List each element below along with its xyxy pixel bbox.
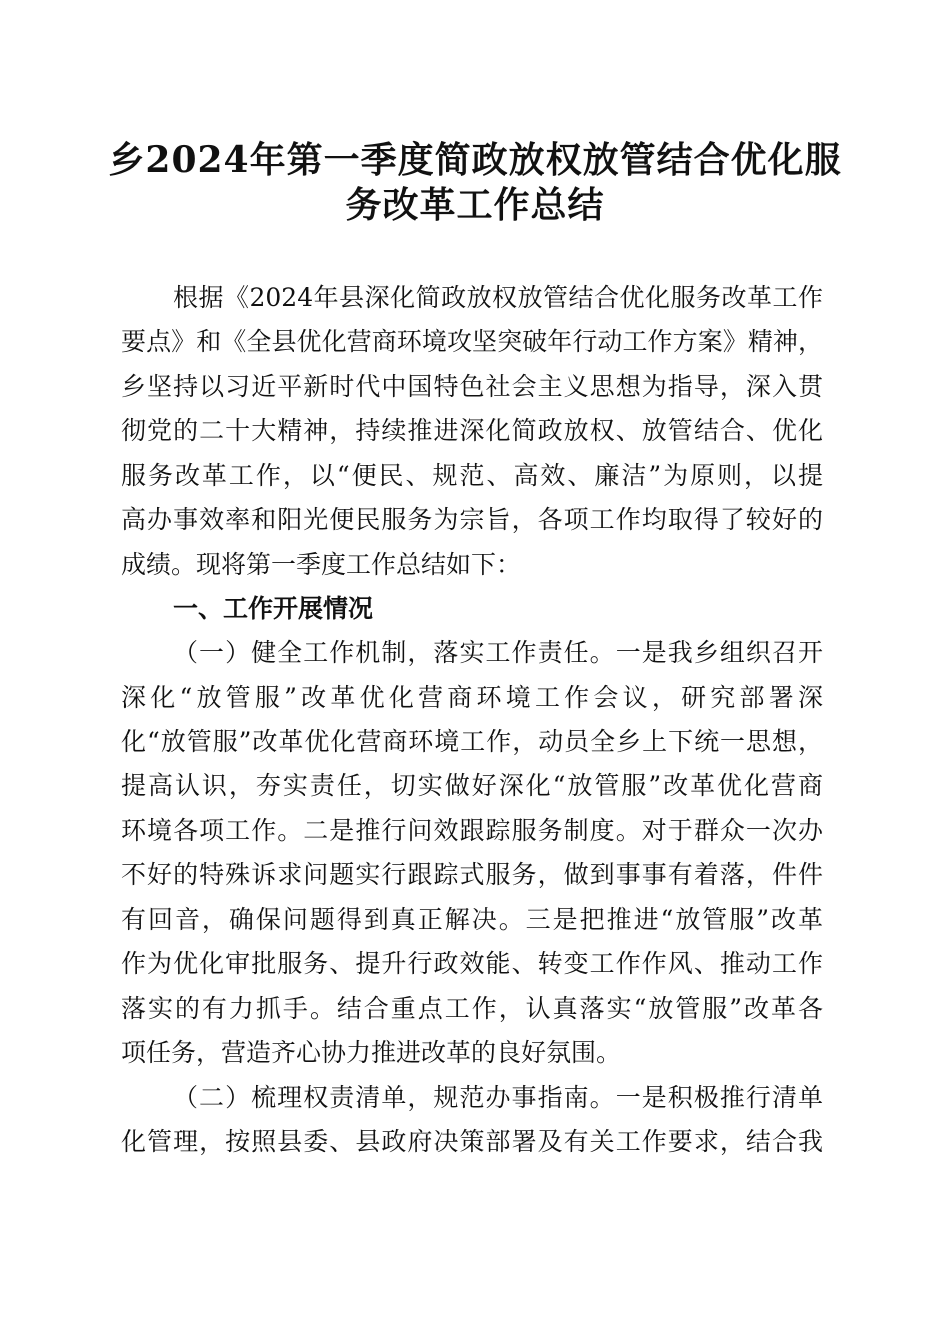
text-line: 环境各项工作。二是推行问效跟踪服务制度。对于群众一次办 [121, 816, 823, 845]
document-title-line-2: 务改革工作总结 [345, 184, 605, 226]
text-line: 化“放管服”改革优化营商环境工作，动员全乡上下统一思想， [121, 727, 823, 756]
text-line: （一）健全工作机制，落实工作责任。一是我乡组织召开 [173, 638, 823, 667]
text-line: 不好的特殊诉求问题实行跟踪式服务，做到事事有着落，件件 [121, 860, 823, 889]
text-line: 提高认识，夯实责任，切实做好深化“放管服”改革优化营商 [121, 771, 823, 800]
section-heading: 一、工作开展情况 [173, 594, 374, 623]
text-line: 高办事效率和阳光便民服务为宗旨，各项工作均取得了较好的 [121, 505, 823, 534]
text-line: （二）梳理权责清单，规范办事指南。一是积极推行清单 [173, 1083, 823, 1112]
text-line: 化管理，按照县委、县政府决策部署及有关工作要求，结合我 [121, 1127, 823, 1156]
text-line: 服务改革工作，以“便民、规范、高效、廉洁”为原则，以提 [121, 461, 823, 490]
text-line: 落实的有力抓手。结合重点工作，认真落实“放管服”改革各 [121, 994, 823, 1023]
text-line: 彻党的二十大精神，持续推进深化简政放权、放管结合、优化 [121, 416, 823, 445]
text-line: 作为优化审批服务、提升行政效能、转变工作作风、推动工作 [121, 949, 823, 978]
text-line: 根据《2024年县深化简政放权放管结合优化服务改革工作 [173, 283, 823, 312]
text-line: 要点》和《全县优化营商环境攻坚突破年行动工作方案》精神， [121, 327, 823, 356]
text-line: 有回音，确保问题得到真正解决。三是把推进“放管服”改革 [121, 905, 823, 934]
text-line: 深化“放管服”改革优化营商环境工作会议，研究部署深 [121, 683, 823, 712]
text-line: 乡坚持以习近平新时代中国特色社会主义思想为指导，深入贯 [121, 372, 823, 401]
document-title-line-1: 乡2024年第一季度简政放权放管结合优化服 [108, 139, 842, 181]
text-line: 项任务，营造齐心协力推进改革的良好氛围。 [121, 1038, 622, 1067]
text-line: 成绩。现将第一季度工作总结如下： [121, 550, 522, 579]
